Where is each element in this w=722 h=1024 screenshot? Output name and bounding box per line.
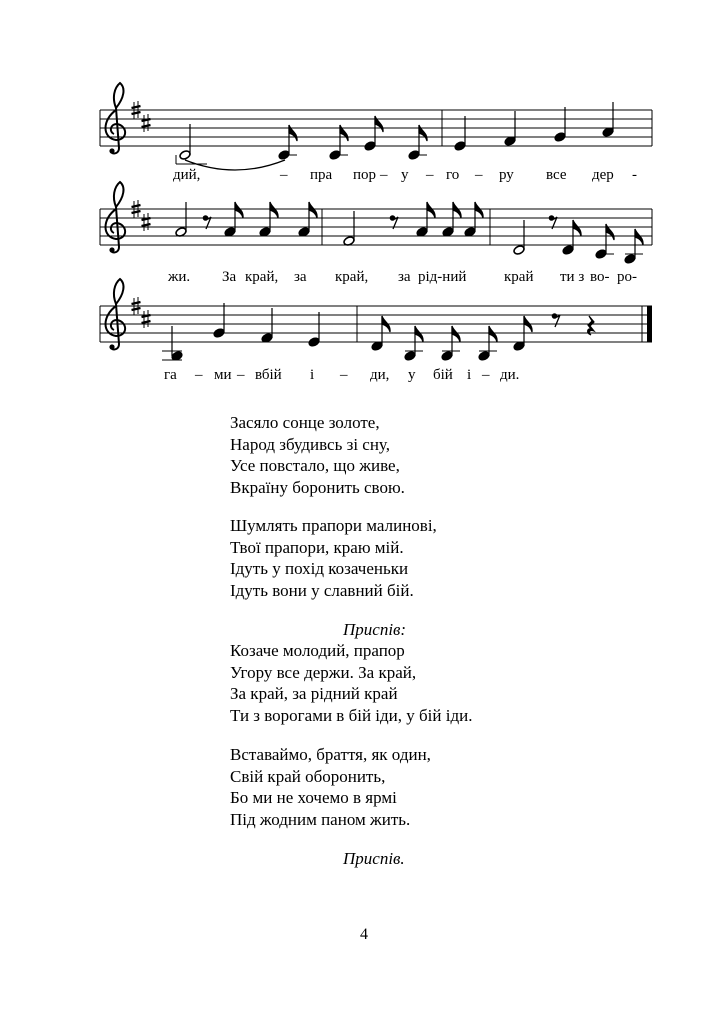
lyric-syllable: у (408, 367, 416, 383)
staff-system-3 (100, 279, 652, 361)
notes (176, 102, 614, 170)
verse-line: Бо ми не хочемо в ярмі (230, 788, 397, 807)
verse-line: Засяло сонце золоте, (230, 413, 380, 432)
refrain-repeat-heading: Приспів. (343, 849, 405, 868)
lyric-syllable: у (401, 167, 409, 183)
lyric-syllable: ди, (370, 367, 390, 383)
lyric-syllable: За (222, 269, 237, 285)
lyric-syllable: пор (353, 167, 377, 183)
verse-line: Твої прапори, краю мій. (230, 537, 404, 557)
lyric-syllable: рід-ний (418, 269, 467, 285)
refrain-line: Козаче молодий, прапор (230, 641, 405, 660)
refrain-line: Ти з ворогами в бій іди, у бій іди. (230, 705, 473, 725)
refrain-heading: Приспів: (343, 620, 407, 639)
lyric-syllable: і (467, 367, 472, 383)
verse-line: Під жодним паном жить. (230, 809, 411, 829)
refrain-line: Угору все держи. За край, (230, 662, 417, 682)
notes (175, 202, 643, 264)
refrain-line: За край, за рідний край (230, 684, 398, 703)
verse-line: Ідуть у похід козаченьки (230, 559, 409, 578)
verse-line: Шумлять прапори малинові, (230, 516, 437, 535)
treble-clef-icon (106, 279, 126, 350)
notes (162, 303, 594, 361)
lyric-hyphen: – (195, 367, 203, 383)
lyric-syllable: во- (590, 269, 610, 285)
lyric-syllable: і (310, 367, 315, 383)
lyric-syllable: го (446, 167, 460, 183)
sharp-icon (142, 213, 151, 231)
verse-line: Усе повстало, що живе, (230, 456, 400, 475)
lyric-syllable: дий, (173, 167, 201, 183)
verse-line: Народ збудивсь зі сну, (230, 434, 390, 454)
lyric-syllable: ти з (560, 269, 585, 285)
refrain (230, 640, 472, 726)
lyric-syllable: край, (335, 269, 369, 285)
sharp-icon (142, 310, 151, 328)
lyric-syllable: край, (245, 269, 279, 285)
verse-line: Ідуть вони у славний бій. (230, 580, 414, 600)
verse-line: Вкраїну боронить свою. (230, 477, 405, 497)
lyric-syllable: ру (499, 167, 514, 183)
lyric-hyphen: – (475, 167, 483, 183)
lyric-hyphen: – (280, 167, 288, 183)
verse-3 (230, 744, 431, 830)
verse-1 (230, 412, 405, 498)
lyric-syllable: за (398, 269, 411, 285)
music-score (0, 0, 722, 400)
lyric-syllable: вбій (255, 367, 282, 383)
lyric-syllable: все (546, 167, 567, 183)
lyric-hyphen: – (482, 367, 490, 383)
sharp-icon (142, 114, 151, 132)
lyric-syllable: ди. (500, 367, 520, 383)
lyric-syllable: пра (310, 167, 333, 183)
page-number: 4 (360, 926, 368, 943)
lyric-syllable: ми (214, 367, 232, 383)
lyric-syllable: за (294, 269, 307, 285)
lyric-syllable: га (164, 367, 177, 383)
lyric-syllable: край (504, 269, 534, 285)
staff-system-2 (100, 182, 652, 264)
lyric-syllable: бій (433, 367, 453, 383)
lyric-syllable: - (632, 167, 637, 183)
lyric-syllable: ро- (617, 269, 637, 285)
lyric-hyphen: – (340, 367, 348, 383)
verse-2 (230, 515, 437, 601)
staff-system-1 (100, 83, 652, 170)
lyric-hyphen: – (380, 167, 388, 183)
lyric-hyphen: – (237, 367, 245, 383)
treble-clef-icon (106, 182, 126, 253)
verse-line: Свій край оборонить, (230, 766, 386, 786)
lyric-syllable: дер (592, 167, 614, 183)
lyric-hyphen: – (426, 167, 434, 183)
lyric-syllable: жи. (168, 269, 191, 285)
verse-line: Вставаймо, браття, як один, (230, 745, 431, 764)
treble-clef-icon (106, 83, 126, 154)
